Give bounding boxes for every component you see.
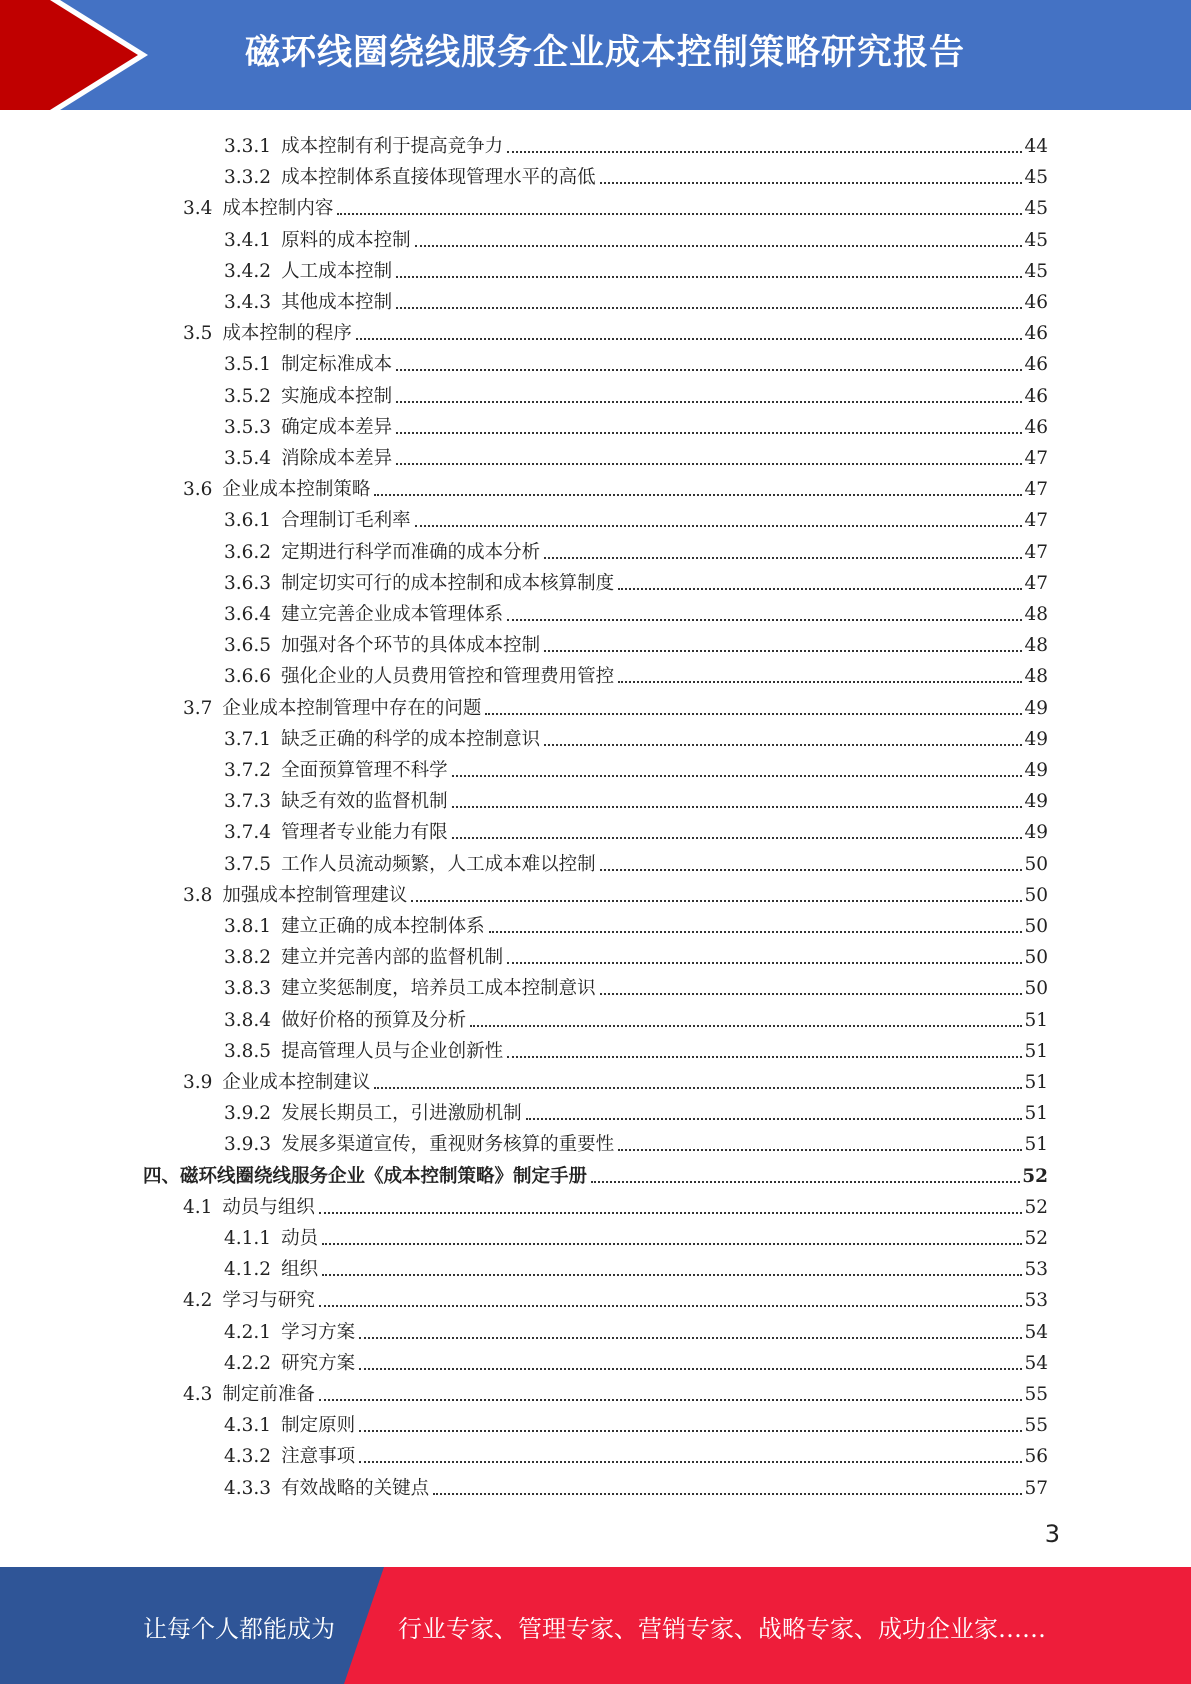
toc-entry[interactable] (224, 283, 1048, 314)
toc-entry-page: 50 (1024, 947, 1048, 969)
toc-entry-title: 企业成本控制策略 (222, 479, 371, 501)
toc-entry-title: 加强成本控制管理建议 (222, 884, 408, 906)
footer-slogan-left: 让每个人都能成为 (143, 1615, 335, 1643)
toc-entry[interactable] (224, 408, 1048, 439)
toc-entry-title: 加强对各个环节的具体成本控制 (281, 635, 541, 657)
toc-dot-leader (452, 775, 1023, 777)
toc-entry-page: 51 (1024, 1134, 1048, 1156)
toc-entry[interactable] (224, 626, 1048, 657)
toc-entry-title: 研究方案 (281, 1352, 356, 1374)
toc-entry-title: 有效战略的关键点 (281, 1477, 430, 1499)
toc-entry[interactable] (224, 1437, 1048, 1468)
toc-entry-number: 3.5.4 (224, 448, 272, 469)
toc-entry[interactable] (224, 1469, 1048, 1500)
toc-entry-page: 49 (1024, 728, 1048, 750)
toc-entry-number: 3.8 (183, 884, 213, 906)
footer-slogan-right: 行业专家、管理专家、营销专家、战略专家、成功企业家…… (398, 1615, 1046, 1643)
toc-dot-leader (374, 494, 1022, 496)
report-title: 磁环线圈绕线服务企业成本控制策略研究报告 (245, 33, 966, 73)
toc-dot-leader (374, 1087, 1022, 1089)
toc-entry-title: 注意事项 (281, 1446, 356, 1468)
toc-entry-title: 成本控制有利于提高竞争力 (281, 136, 504, 157)
toc-entry-number: 3.7.2 (224, 760, 272, 781)
toc-entry[interactable] (183, 1281, 1048, 1312)
toc-entry-title: 学习与研究 (222, 1290, 315, 1312)
toc-entry-page: 55 (1024, 1415, 1048, 1437)
toc-entry-page: 50 (1024, 884, 1048, 906)
toc-dot-leader (396, 432, 1022, 434)
toc-dot-leader (600, 993, 1023, 995)
toc-entry[interactable] (183, 1188, 1048, 1219)
toc-entry[interactable] (224, 501, 1048, 532)
toc-dot-leader (322, 1274, 1022, 1276)
toc-dot-leader (396, 369, 1022, 371)
toc-entry-title: 企业成本控制建议 (222, 1072, 371, 1093)
toc-entry-number: 3.6.3 (224, 572, 272, 594)
toc-entry-page: 57 (1024, 1477, 1048, 1499)
toc-dot-leader (396, 276, 1022, 278)
toc-entry-number: 4.3.1 (224, 1415, 272, 1437)
toc-entry-title: 实施成本控制 (281, 385, 393, 407)
toc-entry-page: 49 (1024, 760, 1048, 781)
toc-entry-title: 四、磁环线圈绕线服务企业《成本控制策略》制定手册 (143, 1165, 588, 1187)
toc-entry[interactable] (224, 751, 1048, 782)
toc-dot-leader (319, 1399, 1023, 1401)
toc-entry-number: 3.5.3 (224, 416, 272, 438)
toc-entry-title: 成本控制体系直接体现管理水平的高低 (281, 167, 596, 189)
toc-entry[interactable] (224, 938, 1048, 969)
toc-dot-leader (618, 1149, 1022, 1151)
toc-entry-number: 3.6.2 (224, 541, 272, 563)
toc-entry-title: 提高管理人员与企业创新性 (281, 1040, 504, 1062)
toc-entry-page: 45 (1024, 167, 1048, 189)
toc-entry-number: 3.8.3 (224, 978, 272, 1000)
toc-entry-page: 50 (1024, 978, 1048, 1000)
toc-entry-number: 3.6 (183, 479, 213, 501)
toc-dot-leader (396, 307, 1022, 309)
toc-entry-page: 55 (1024, 1384, 1048, 1405)
toc-entry-page: 44 (1024, 136, 1048, 157)
toc-entry-page: 53 (1024, 1290, 1048, 1312)
toc-entry-page: 47 (1024, 479, 1048, 501)
toc-entry[interactable] (183, 470, 1048, 501)
toc-entry-number: 3.8.4 (224, 1009, 272, 1031)
toc-entry-number: 4.2.2 (224, 1352, 272, 1374)
toc-entry-number: 3.3.1 (224, 136, 272, 157)
toc-entry-number: 3.4.1 (224, 229, 272, 251)
toc-entry[interactable] (224, 969, 1048, 1000)
toc-entry-title: 制定原则 (281, 1415, 356, 1437)
toc-entry-number: 3.6.6 (224, 666, 272, 688)
toc-entry-title: 缺乏正确的科学的成本控制意识 (281, 728, 541, 750)
toc-dot-leader (600, 182, 1023, 184)
toc-entry-title: 其他成本控制 (281, 292, 393, 313)
toc-entry[interactable] (224, 1250, 1048, 1281)
page-header (0, 0, 1191, 110)
toc-entry-title: 消除成本差异 (281, 448, 393, 469)
toc-entry-number: 3.7.4 (224, 822, 272, 844)
toc-entry[interactable] (224, 1406, 1048, 1437)
toc-entry[interactable] (224, 1032, 1048, 1063)
toc-dot-leader (526, 1118, 1023, 1120)
toc-dot-leader (470, 1025, 1022, 1027)
toc-entry-title: 成本控制的程序 (222, 323, 352, 345)
toc-entry-page: 47 (1024, 572, 1048, 594)
toc-dot-leader (452, 837, 1023, 839)
toc-dot-leader (359, 1461, 1022, 1463)
toc-entry-title: 学习方案 (281, 1321, 356, 1343)
toc-entry-number: 4.3 (183, 1384, 213, 1405)
toc-entry-title: 管理者专业能力有限 (281, 822, 448, 844)
toc-entry-number: 3.9 (183, 1072, 213, 1093)
toc-entry[interactable] (224, 158, 1048, 189)
toc-entry-number: 4.2 (183, 1290, 213, 1312)
toc-entry[interactable] (183, 876, 1048, 907)
toc-entry-number: 3.6.5 (224, 635, 272, 657)
toc-entry-number: 4.1.2 (224, 1259, 272, 1281)
toc-entry-page: 54 (1024, 1352, 1048, 1374)
toc-dot-leader (322, 1243, 1022, 1245)
toc-entry-page: 52 (1024, 1228, 1048, 1249)
toc-entry-page: 52 (1022, 1165, 1048, 1187)
toc-entry-page: 51 (1024, 1009, 1048, 1031)
toc-entry-title: 全面预算管理不科学 (281, 760, 448, 781)
toc-entry[interactable] (183, 1375, 1048, 1406)
toc-entry-page: 45 (1024, 229, 1048, 251)
toc-entry-title: 建立并完善内部的监督机制 (281, 947, 504, 969)
toc-entry-page: 46 (1024, 323, 1048, 345)
toc-entry[interactable] (224, 720, 1048, 751)
toc-entry-number: 4.2.1 (224, 1321, 272, 1343)
toc-entry-page: 50 (1024, 916, 1048, 937)
toc-entry-title: 动员与组织 (222, 1196, 315, 1218)
toc-entry[interactable] (224, 813, 1048, 844)
toc-entry-page: 50 (1024, 853, 1048, 875)
toc-entry[interactable] (224, 1125, 1048, 1156)
toc-dot-leader (359, 1337, 1022, 1339)
toc-entry-page: 47 (1024, 541, 1048, 563)
toc-dot-leader (507, 962, 1022, 964)
toc-entry-page: 53 (1024, 1259, 1048, 1281)
toc-entry[interactable] (224, 221, 1048, 252)
toc-entry[interactable] (183, 189, 1048, 220)
toc-entry-page: 49 (1024, 822, 1048, 844)
toc-entry-page: 45 (1024, 260, 1048, 282)
toc-dot-leader (618, 588, 1022, 590)
toc-entry-title: 工作人员流动频繁，人工成本难以控制 (281, 853, 596, 875)
toc-dot-leader (618, 681, 1022, 683)
toc-entry-title: 企业成本控制管理中存在的问题 (222, 697, 482, 719)
toc-dot-leader (591, 1181, 1020, 1183)
toc-dot-leader (544, 744, 1022, 746)
toc-entry[interactable] (224, 782, 1048, 813)
toc-entry[interactable] (224, 595, 1048, 626)
toc-entry-number: 3.8.1 (224, 916, 272, 937)
toc-entry[interactable] (224, 1094, 1048, 1125)
toc-entry-number: 4.1 (183, 1196, 213, 1218)
toc-entry-number: 3.7 (183, 697, 213, 719)
toc-entry-title: 建立正确的成本控制体系 (281, 916, 485, 937)
toc-dot-leader (359, 1430, 1022, 1432)
toc-entry-title: 建立奖惩制度，培养员工成本控制意识 (281, 978, 596, 1000)
toc-entry-page: 48 (1024, 604, 1048, 625)
toc-entry[interactable] (224, 1313, 1048, 1344)
toc-entry-title: 合理制订毛利率 (281, 510, 411, 532)
toc-dot-leader (489, 931, 1023, 933)
toc-entry[interactable] (224, 252, 1048, 283)
toc-entry[interactable] (224, 127, 1048, 158)
toc-entry-title: 建立完善企业成本管理体系 (281, 604, 504, 625)
toc-entry-title: 原料的成本控制 (281, 229, 411, 251)
page-footer (0, 1567, 1191, 1684)
toc-dot-leader (396, 463, 1022, 465)
toc-entry[interactable] (224, 439, 1048, 470)
toc-dot-leader (396, 401, 1022, 403)
toc-entry-number: 3.6.1 (224, 510, 272, 532)
toc-entry-number: 3.5.1 (224, 354, 272, 376)
toc-entry-title: 确定成本差异 (281, 416, 393, 438)
toc-entry[interactable] (183, 1063, 1048, 1094)
toc-entry[interactable] (224, 1219, 1048, 1250)
toc-entry-page: 51 (1024, 1040, 1048, 1062)
toc-dot-leader (337, 213, 1022, 215)
toc-entry-title: 发展多渠道宣传，重视财务核算的重要性 (281, 1134, 615, 1156)
toc-entry-page: 51 (1024, 1103, 1048, 1125)
toc-entry-page: 45 (1024, 198, 1048, 220)
toc-entry-number: 3.7.5 (224, 853, 272, 875)
toc-entry[interactable] (224, 564, 1048, 595)
toc-dot-leader (544, 557, 1022, 559)
toc-dot-leader (359, 1368, 1022, 1370)
toc-entry[interactable] (224, 907, 1048, 938)
toc-entry-title: 组织 (281, 1259, 319, 1281)
toc-entry-number: 3.4.3 (224, 292, 272, 313)
toc-entry-page: 46 (1024, 416, 1048, 438)
toc-entry[interactable] (224, 533, 1048, 564)
toc-entry[interactable] (143, 1157, 1048, 1188)
toc-entry-page: 46 (1024, 385, 1048, 407)
toc-entry-title: 成本控制内容 (222, 198, 334, 220)
toc-entry-title: 制定标准成本 (281, 354, 393, 376)
toc-dot-leader (356, 338, 1023, 340)
toc-entry-page: 54 (1024, 1321, 1048, 1343)
toc-entry-page: 49 (1024, 791, 1048, 813)
toc-dot-leader (507, 619, 1022, 621)
toc-entry-page: 48 (1024, 635, 1048, 657)
toc-entry-title: 人工成本控制 (281, 260, 393, 282)
toc-entry-page: 46 (1024, 292, 1048, 313)
toc-dot-leader (485, 713, 1022, 715)
toc-entry[interactable] (224, 657, 1048, 688)
toc-entry-number: 4.1.1 (224, 1228, 272, 1249)
toc-dot-leader (452, 806, 1023, 808)
toc-entry-page: 51 (1024, 1072, 1048, 1093)
toc-entry-title: 制定前准备 (222, 1384, 315, 1405)
toc-entry-number: 3.7.1 (224, 728, 272, 750)
toc-entry-page: 52 (1024, 1196, 1048, 1218)
toc-entry-title: 强化企业的人员费用管控和管理费用管控 (281, 666, 615, 688)
toc-entry-number: 4.3.2 (224, 1446, 272, 1468)
toc-dot-leader (319, 1305, 1023, 1307)
toc-entry-title: 定期进行科学而准确的成本分析 (281, 541, 541, 563)
toc-entry-number: 3.9.2 (224, 1103, 272, 1125)
toc-entry-title: 缺乏有效的监督机制 (281, 791, 448, 813)
toc-entry-number: 3.8.5 (224, 1040, 272, 1062)
toc-dot-leader (411, 900, 1022, 902)
toc-entry-page: 56 (1024, 1446, 1048, 1468)
toc-entry-page: 47 (1024, 448, 1048, 469)
toc-dot-leader (319, 1212, 1023, 1214)
toc-entry-number: 4.3.3 (224, 1477, 272, 1499)
toc-entry[interactable] (224, 1344, 1048, 1375)
toc-entry-page: 46 (1024, 354, 1048, 376)
toc-entry-number: 3.4.2 (224, 260, 272, 282)
toc-entry-number: 3.3.2 (224, 167, 272, 189)
toc-entry-number: 3.8.2 (224, 947, 272, 969)
toc-dot-leader (600, 869, 1023, 871)
toc-entry[interactable] (224, 377, 1048, 408)
toc-entry[interactable] (183, 689, 1048, 720)
toc-dot-leader (433, 1493, 1022, 1495)
page-number: 3 (1044, 1520, 1060, 1548)
toc-entry-title: 制定切实可行的成本控制和成本核算制度 (281, 572, 615, 594)
toc-entry-title: 动员 (281, 1228, 319, 1249)
toc-dot-leader (415, 525, 1023, 527)
toc-dot-leader (415, 245, 1023, 247)
toc-entry[interactable] (224, 1001, 1048, 1032)
toc-entry-page: 49 (1024, 697, 1048, 719)
toc-entry-number: 3.9.3 (224, 1134, 272, 1156)
toc-entry-number: 3.5.2 (224, 385, 272, 407)
toc-entry-number: 3.5 (183, 323, 213, 345)
toc-dot-leader (507, 151, 1022, 153)
toc-dot-leader (507, 1056, 1022, 1058)
toc-entry-page: 47 (1024, 510, 1048, 532)
toc-entry-number: 3.7.3 (224, 791, 272, 813)
toc-entry-number: 3.6.4 (224, 604, 272, 625)
toc-entry-number: 3.4 (183, 198, 213, 220)
toc-entry-title: 做好价格的预算及分析 (281, 1009, 467, 1031)
toc-dot-leader (544, 650, 1022, 652)
toc-entry[interactable] (224, 845, 1048, 876)
toc-entry[interactable] (224, 345, 1048, 376)
toc-entry-page: 48 (1024, 666, 1048, 688)
toc-entry[interactable] (183, 314, 1048, 345)
toc-entry-title: 发展长期员工，引进激励机制 (281, 1103, 522, 1125)
